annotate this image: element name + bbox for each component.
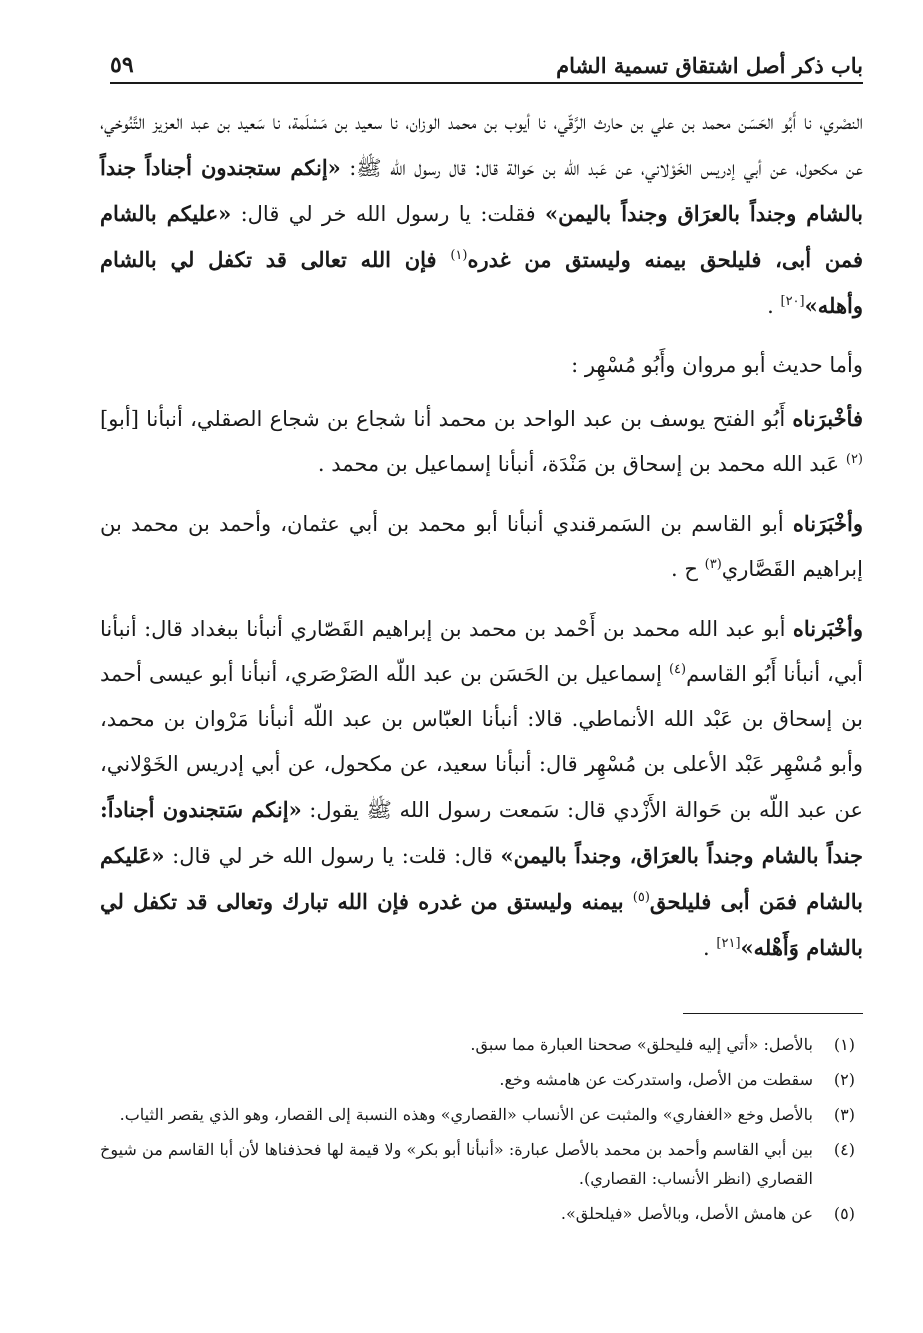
footnote-item <box>100 1199 855 1228</box>
footnote-marker-2: (٢) <box>845 452 863 467</box>
footnote-marker-1: (١) <box>450 248 468 263</box>
page-number: ٥٩ <box>110 52 134 78</box>
hadith-reference: [٢١] <box>716 936 741 951</box>
hadith-text: «إنكم ستجندون أجناداً جنداً بالشام وجنداً بالعرَاق وجنداً باليمن» <box>100 155 863 226</box>
footnotes <box>100 1030 855 1234</box>
footnote-number: (٢) <box>833 1070 855 1089</box>
footnote-marker-3: (٣) <box>704 557 722 572</box>
paragraph-3 <box>100 396 863 487</box>
paragraph-4-text-2: ح . <box>671 557 705 581</box>
footnote-item <box>100 1065 855 1094</box>
footnote-divider <box>683 1013 863 1014</box>
hadith-text-2: «عَليكم بالشام فمَن أبى فليلحق <box>100 843 863 914</box>
paragraph-5-text-3: قال: قلت: يا رسول الله خر لي قال: <box>164 844 501 868</box>
chapter-title: باب ذكر أصل اشتقاق تسمية الشام <box>556 53 863 78</box>
footnote-item <box>100 1100 855 1129</box>
main-text <box>100 100 863 985</box>
paragraph-5-text: أبو عبد الله محمد بن أَحْمد بن محمد بن إبراهيم القَصّاري أنبأنا ببغداد قال: أنبأنا أبي، أنبأنا أَبُو القاسم <box>100 617 864 686</box>
hadith-text-3: فإن الله تعالى قد تكفل لي بالشام وأهله» <box>100 247 863 318</box>
paragraph-1 <box>100 100 863 329</box>
footnote-item <box>100 1030 855 1059</box>
paragraph-1-text-2: فقلت: يا رسول الله خر لي قال: <box>231 202 545 226</box>
paragraph-4-lead: وأخْبَرَناه <box>792 511 863 536</box>
hadith-text-3: بيمنه وليستق من غدره فإن الله تبارك وتعالى قد تكفل لي بالشام وَأَهْله» <box>100 889 863 960</box>
hadith-text: «إنكم سَتجندون أجناداً: جنداً بالشام وجنداً بالعرَاق، وجنداً باليمن» <box>100 797 863 868</box>
paragraph-3-text-2: عَبد الله محمد بن إسحاق بن مَنْدَة، أنبأنا إسماعيل بن محمد . <box>317 452 846 476</box>
paragraph-5-lead: وأخْبَرناه <box>792 616 863 641</box>
paragraph-4 <box>100 501 863 592</box>
paragraph-1-text: النصْري، نا أَبُو الحَسَن محمد بن علي بن حارث الرَّقّي، نا أيوب بن محمد الوزان، نا سعيد بن مَسْلَمة، نا سَعيد بن عبد العزيز التَّنُوخي، عن مكحول، عن أبي إدريس الخَوْلاني، عن عَبد الله بن حَوالة قال: قال رسول الله ﷺ: <box>100 110 863 180</box>
footnote-text: سقطت من الأصل، واستدركت عن هامشه وخع. <box>499 1070 813 1089</box>
footnote-text: بالأصل: «أتي إليه فليحلق» صححنا العبارة مما سبق. <box>470 1035 813 1054</box>
paragraph-1-end: . <box>767 294 781 318</box>
footnote-number: (٣) <box>833 1105 855 1124</box>
paragraph-2 <box>100 343 863 388</box>
footnote-item <box>100 1135 855 1193</box>
hadith-text-2: «عليكم بالشام فمن أبى، فليلحق بيمنه وليستق من غدره <box>100 201 863 272</box>
footnote-number: (٥) <box>833 1204 855 1223</box>
paragraph-2-text: وأما حديث أبو مروان وأَبُو مُسْهِر : <box>571 353 863 377</box>
paragraph-5-end: . <box>703 936 717 960</box>
footnote-text: بالأصل وخع «الغفاري» والمثبت عن الأنساب «القصاري» وهذه النسبة إلى القصار، وهو الذي يقصر الثياب. <box>119 1105 813 1124</box>
hadith-reference: [٢٠] <box>780 294 805 309</box>
footnote-number: (٤) <box>833 1140 855 1159</box>
paragraph-3-lead: فأخْبرَناه <box>792 406 863 431</box>
paragraph-3-text: أَبُو الفتح يوسف بن عبد الواحد بن محمد أنا شجاع بن شجاع الصقلي، أنبأنا [أبو] <box>100 407 793 431</box>
paragraph-5 <box>100 606 863 971</box>
footnote-text: بين أبي القاسم وأحمد بن محمد بالأصل عبارة: «أنبأنا أبو بكر» ولا قيمة لها فحذفناها لأن أبا القاسم من شيوخ القصاري (انظر الأنساب: القصاري). <box>100 1140 813 1188</box>
paragraph-4-text: أبو القاسم بن السَمرقندي أنبأنا أبو محمد بن أبي عثمان، وأحمد بن محمد بن إبراهيم القَصَّاري <box>100 512 863 581</box>
footnote-marker-5: (٥) <box>632 890 650 905</box>
footnote-marker-4: (٤) <box>668 662 687 677</box>
paragraph-5-text-2: إسماعيل بن الحَسَن بن عبد اللّه الصَرْصَري، أنبأنا أبو عيسى أحمد بن إسحاق بن عَبْد الله الأنماطي. قالا: أنبأنا العبّاس بن عبد اللّه أنبأنا مَرْوان بن محمد، وأبو مُسْهِر عَبْد الأعلى بن مُسْهِر قال: أنبأنا سعيد، عن مكحول، عن أبي إدريس الخَوْلاني، عن عبد اللّه بن حَوالة الأَزْدي قال: سَمعت رسول الله ﷺ يقول: <box>100 662 863 822</box>
running-header <box>110 28 863 84</box>
footnote-number: (١) <box>833 1035 855 1054</box>
footnote-text: عن هامش الأصل، وبالأصل «فيلحلق». <box>560 1204 813 1223</box>
